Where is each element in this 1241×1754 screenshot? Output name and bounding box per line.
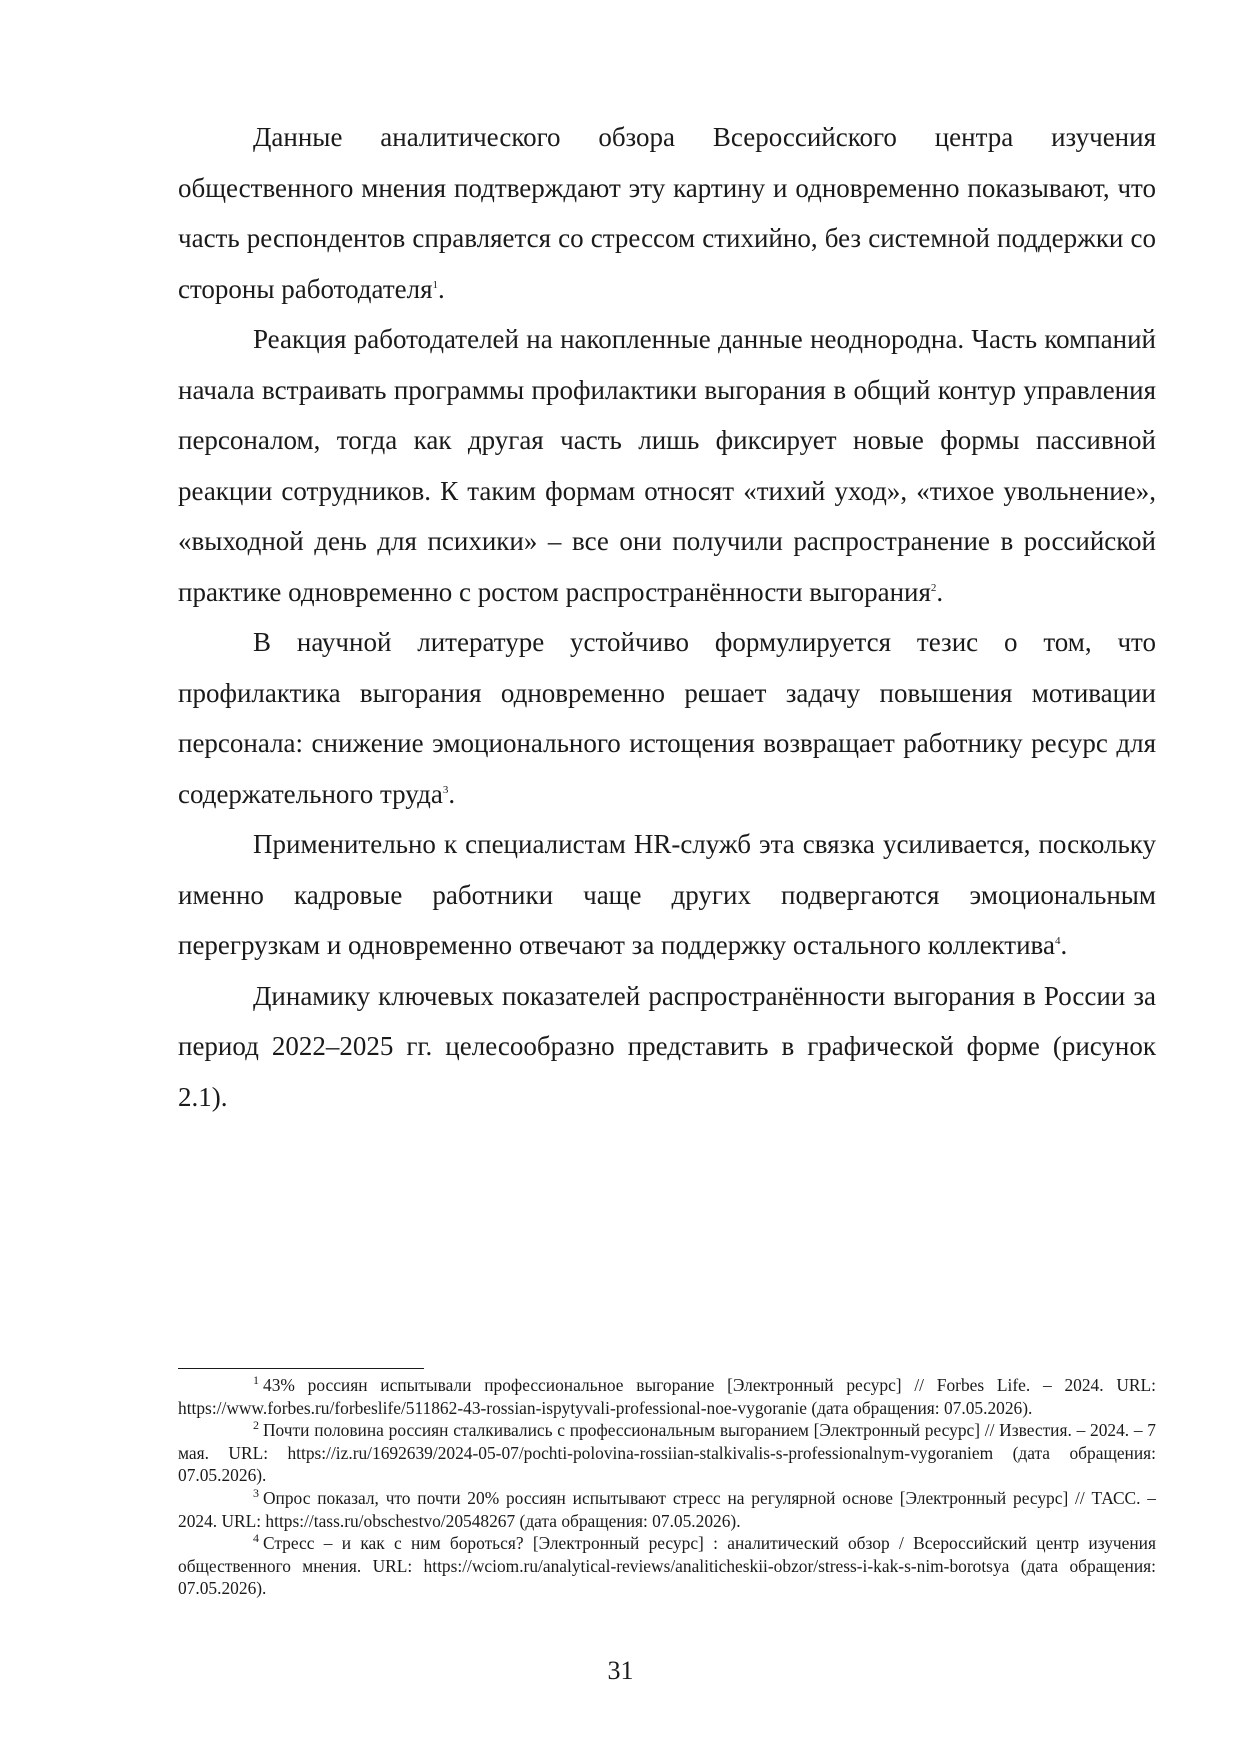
paragraph-text: Применительно к специалистам HR-служб эта связка усиливается, поскольку именно кадровые работники чаще других подвергаются эмоциональным перегрузкам и одновременно отвечают за поддержку остального коллектива: [178, 829, 1156, 960]
footnote-number: 1: [253, 1373, 259, 1388]
footnote-text: 43% россиян испытывали профессиональное выгорание [Электронный ресурс] // Forbes Life. – 2024. URL: https://www.forbes.ru/forbeslife/511862-43-rossian-ispytyvali-professional-noe-vygoranie (дата обращения: 07.05.2026).: [178, 1375, 1156, 1418]
paragraph-text: Динамику ключевых показателей распространённости выгорания в России за период 2022–2025 гг. целесообразно представить в графической форме (рисунок 2.1).: [178, 980, 1156, 1112]
footnote-text: Стресс – и как с ним бороться? [Электронный ресурс] : аналитический обзор / Всероссийский центр изучения общественного мнения. URL: https://wciom.ru/analytical-reviews/analiticheskii-obzor/stress-i-kak-s-nim-borotsya (дата обращения: 07.05.2026).: [178, 1533, 1156, 1599]
footnote-separator: [178, 1368, 424, 1369]
paragraph-2: Реакция работодателей на накопленные данные неоднородна. Часть компаний начала встраивать программы профилактики выгорания в общий контур управления персоналом, тогда как другая часть лишь фиксирует новые формы пассивной реакции сотрудников. К таким формам относят «тихий уход», «тихое увольнение», «выходной день для психики» – все они получили распространение в российской практике одновременно с ростом распространённости выгорания$^2$.: [178, 324, 1156, 607]
page-number: 31: [607, 1656, 634, 1685]
footnote-text: Опрос показал, что почти 20% россиян испытывают стресс на регулярной основе [Электронный ресурс] // ТАСС. – 2024. URL: https://tass.ru/obschestvo/20548267 (дата обращения: 07.05.2026).: [178, 1487, 1156, 1531]
paragraph-1: Данные аналитического обзора Всероссийского центра изучения общественного мнения подтверждают эту картину и одновременно показывают, что часть респондентов справляется со стрессом стихийно, без системной поддержки со стороны работодателя$^1$.: [178, 122, 1156, 304]
paragraph-text: Реакция работодателей на накопленные данные неоднородна. Часть компаний начала встраивать программы профилактики выгорания в общий контур управления персоналом, тогда как другая часть лишь фиксирует новые формы пассивной реакции сотрудников. К таким формам относят «тихий уход», «тихое увольнение», «выходной день для психики» – все они получили распространение в российской практике одновременно с ростом распространённости выгорания: [178, 324, 1156, 607]
footnote-number: 3: [253, 1486, 259, 1501]
footnote-ref-2[interactable]: 2: [930, 581, 937, 594]
footnote-ref-4[interactable]: 4: [1054, 935, 1061, 947]
paragraph-3: В научной литературе устойчиво формулируется тезис о том, что профилактика выгорания одновременно решает задачу повышения мотивации персонала: снижение эмоционального истощения возвращает работнику ресурс для содержательного труда$^3$.: [178, 627, 1156, 809]
footnote-ref-3[interactable]: 3: [442, 783, 449, 796]
footnote-1: [178, 1374, 1156, 1419]
paragraph-5: [178, 971, 1156, 1123]
footnote-3: [178, 1487, 1156, 1532]
paragraph-4: Применительно к специалистам HR-служб эта связка усиливается, поскольку именно кадровые работники чаще других подвергаются эмоциональным перегрузкам и одновременно отвечают за поддержку остального коллектива$^4$.: [178, 829, 1156, 960]
footnote-2: [178, 1419, 1156, 1487]
footnote-text: Почти половина россиян сталкивались с профессиональным выгоранием [Электронный ресурс] // Известия. – 2024. – 7 мая. URL: https://iz.ru/1692639/2024-05-07/pochti-polovina-rossiian-stalkivalis-s-professionalnym-vygoraniem (дата обращения: 07.05.2026).: [178, 1420, 1156, 1486]
footnote-4: [178, 1532, 1156, 1600]
paragraph-text: Данные аналитического обзора Всероссийского центра изучения общественного мнения подтверждают эту картину и одновременно показывают, что часть респондентов справляется со стрессом стихийно, без системной поддержки со стороны работодателя: [178, 122, 1156, 304]
body-text: [178, 112, 1156, 1122]
footnotes: [178, 1374, 1156, 1600]
footnote-ref-1[interactable]: 1: [432, 278, 438, 291]
footnote-number: 2: [253, 1418, 259, 1433]
paragraph-text: В научной литературе устойчиво формулируется тезис о том, что профилактика выгорания одновременно решает задачу повышения мотивации персонала: снижение эмоционального истощения возвращает работнику ресурс для содержательного труда: [178, 627, 1156, 809]
footnote-number: 4: [253, 1531, 259, 1546]
